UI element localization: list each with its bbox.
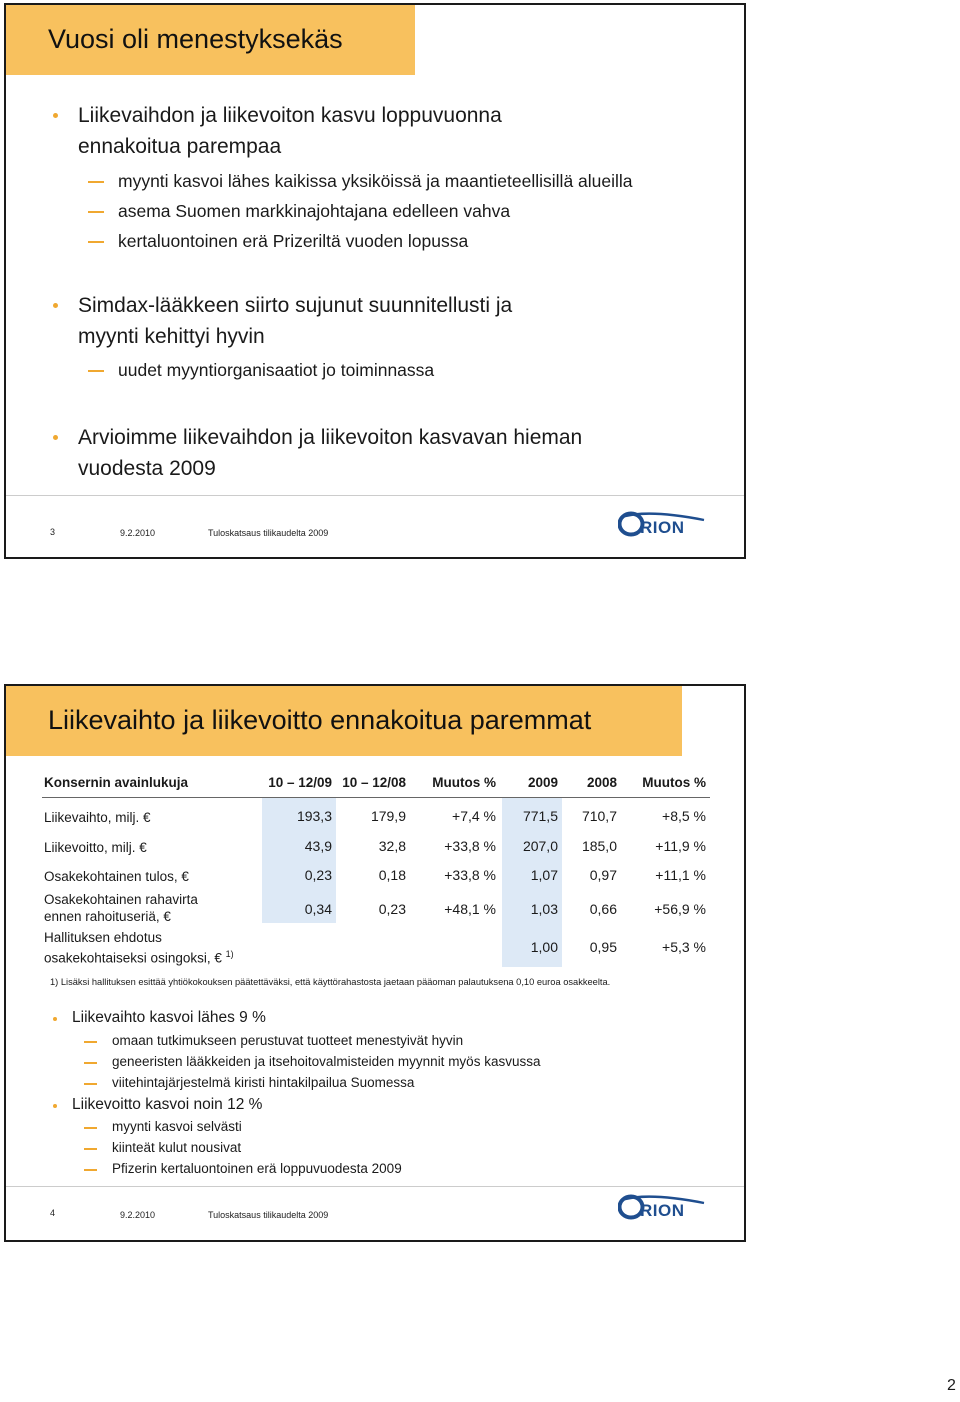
- sub-bullet-text: viitehintajärjestelmä kiristi hintakilpailua Suomessa: [112, 1075, 415, 1090]
- table-cell: +7,4 %: [452, 808, 496, 824]
- table-header: Muutos %: [432, 775, 496, 790]
- footer-divider: [6, 495, 744, 496]
- sub-bullet: [118, 359, 434, 381]
- table-cell: 193,3: [296, 808, 332, 824]
- row-label-text: osakekohtaiseksi osingoksi, €: [44, 950, 222, 966]
- bullet-2: [72, 1095, 262, 1115]
- slide-title: Vuosi oli menestyksekäs: [48, 24, 343, 54]
- bullet-dot-icon: [53, 303, 58, 308]
- table-cell: 0,97: [589, 867, 617, 883]
- title-bar: [6, 686, 682, 756]
- sub-bullet: [112, 1074, 414, 1092]
- table-cell: 0,23: [304, 867, 332, 883]
- svg-text:RION: RION: [640, 1201, 685, 1220]
- table-cell: +11,1 %: [655, 867, 706, 883]
- table-cell: 1,03: [530, 901, 558, 917]
- row-label-line: Osakekohtainen rahavirta: [44, 892, 198, 907]
- sub-bullet-text: myynti kasvoi selvästi: [112, 1119, 242, 1134]
- table-cell: +33,8 %: [444, 838, 496, 854]
- table-cell: 771,5: [522, 808, 558, 824]
- sub-bullet: [112, 1118, 242, 1136]
- bullet-2: [78, 290, 512, 352]
- table-cell: 179,9: [370, 808, 406, 824]
- sub-bullet: [112, 1139, 241, 1157]
- table-cell: +48,1 %: [444, 901, 496, 917]
- sub-bullet-text: myynti kasvoi lähes kaikissa yksiköissä ja maantieteellisillä alueilla: [118, 171, 633, 191]
- dash-icon: [88, 241, 104, 243]
- bullet-text-line: Simdax-lääkkeen siirto sujunut suunnitellusti ja: [78, 294, 513, 317]
- table-cell: 43,9: [304, 838, 332, 854]
- sub-bullet: [118, 200, 510, 222]
- row-label: Osakekohtainen tulos, €: [44, 869, 189, 884]
- footer-date: 9.2.2010: [120, 1210, 156, 1220]
- sub-bullet: [112, 1053, 540, 1071]
- table-cell: 1,00: [530, 939, 558, 955]
- svg-text:RION: RION: [640, 518, 685, 537]
- dash-icon: [84, 1083, 97, 1085]
- slide-4: [4, 684, 746, 1242]
- sub-bullet: [118, 230, 468, 252]
- dash-icon: [88, 370, 104, 372]
- dash-icon: [88, 211, 104, 213]
- sub-bullet: [118, 170, 633, 192]
- bullet-text-line: Liikevaihdon ja liikevoiton kasvu loppuvuonna: [78, 104, 502, 127]
- dash-icon: [84, 1062, 97, 1064]
- bullet-text: Liikevoitto kasvoi noin 12 %: [72, 1096, 263, 1113]
- bullet-text-line: ennakoitua parempaa: [78, 135, 282, 158]
- table-cell: 0,95: [589, 939, 617, 955]
- dash-icon: [84, 1127, 97, 1129]
- bullet-text-line: Arvioimme liikevaihdon ja liikevoiton kasvavan hieman: [78, 426, 583, 449]
- page-number: 2: [947, 1377, 956, 1394]
- footer-date: 9.2.2010: [120, 528, 156, 538]
- row-label: Liikevaihto, milj. €: [44, 810, 151, 825]
- sub-bullet-text: omaan tutkimukseen perustuvat tuotteet menestyivät hyvin: [112, 1033, 464, 1048]
- slide-number: 4: [50, 1208, 56, 1218]
- dash-icon: [84, 1148, 97, 1150]
- row-label-line: Hallituksen ehdotus: [44, 930, 162, 945]
- sub-bullet-text: geneeristen lääkkeiden ja itsehoitovalmisteiden myynnit myös kasvussa: [112, 1054, 541, 1069]
- orion-logo-icon: [618, 511, 706, 537]
- table-cell: +33,8 %: [444, 867, 496, 883]
- sub-bullet: [112, 1032, 463, 1050]
- table-cell: 0,34: [304, 901, 332, 917]
- bullet-text: Liikevaihto kasvoi lähes 9 %: [72, 1009, 266, 1026]
- sub-bullet: [112, 1160, 402, 1178]
- bullet-3: [78, 422, 582, 484]
- footer-caption: Tuloskatsaus tilikaudelta 2009: [208, 528, 329, 538]
- bullet-text-line: myynti kehittyi hyvin: [78, 325, 265, 348]
- table-cell: +56,9 %: [654, 901, 706, 917]
- table-cell: 32,8: [378, 838, 406, 854]
- table-footnote: 1) Lisäksi hallituksen esittää yhtiökokouksen päätettäväksi, että käyttörahastosta jaetaan pääoman palautuksena 0,10 euroa osakkeelta.: [50, 977, 611, 987]
- bullet-dot-icon: [53, 113, 58, 118]
- row-label-line: ennen rahoituseriä, €: [44, 909, 171, 924]
- table-header-rule: [42, 797, 710, 798]
- row-label-line: [44, 946, 234, 967]
- dash-icon: [88, 181, 104, 183]
- dash-icon: [84, 1041, 97, 1043]
- table-header: 2009: [527, 775, 558, 790]
- table-header: 10 – 12/08: [342, 775, 406, 790]
- footnote-marker: 1): [225, 949, 234, 959]
- bullet-dot-icon: [53, 435, 58, 440]
- row-label: [44, 929, 234, 967]
- table-cell: +5,3 %: [662, 939, 706, 955]
- dash-icon: [84, 1169, 97, 1171]
- footer-divider: [6, 1186, 744, 1187]
- title-bar: [6, 5, 415, 75]
- sub-bullet-text: kiinteät kulut nousivat: [112, 1140, 242, 1155]
- orion-logo-icon: [618, 1194, 706, 1220]
- table-cell: 0,23: [378, 901, 406, 917]
- table-cell: 0,66: [589, 901, 617, 917]
- table-cell: +8,5 %: [662, 808, 706, 824]
- sub-bullet-text: asema Suomen markkinajohtajana edelleen vahva: [118, 201, 511, 221]
- footer-caption: Tuloskatsaus tilikaudelta 2009: [208, 1210, 329, 1220]
- table-cell: 0,18: [378, 867, 406, 883]
- table-cell: +11,9 %: [655, 838, 706, 854]
- table-cell: 185,0: [581, 838, 617, 854]
- bullet-text-line: vuodesta 2009: [78, 457, 216, 480]
- bullet-1: [78, 100, 502, 162]
- sub-bullet-text: uudet myyntiorganisaatiot jo toiminnassa: [118, 360, 435, 380]
- table-header: Muutos %: [642, 775, 706, 790]
- table-header: Konsernin avainlukuja: [44, 775, 189, 790]
- bullet-1: [72, 1008, 266, 1028]
- table-header: 10 – 12/09: [268, 775, 332, 790]
- bullet-dot-icon: [53, 1104, 57, 1108]
- table-cell: 710,7: [581, 808, 617, 824]
- table-cell: 207,0: [522, 838, 558, 854]
- slide-number: 3: [50, 527, 56, 537]
- table-header: 2008: [586, 775, 617, 790]
- sub-bullet-text: kertaluontoinen erä Prizeriltä vuoden lopussa: [118, 231, 469, 251]
- table-cell: 1,07: [530, 867, 558, 883]
- slide-title: Liikevaihto ja liikevoitto ennakoitua paremmat: [48, 705, 592, 735]
- bullet-dot-icon: [53, 1017, 57, 1021]
- sub-bullet-text: Pfizerin kertaluontoinen erä loppuvuodesta 2009: [112, 1161, 402, 1176]
- row-label: [44, 891, 198, 925]
- slide-3: [4, 3, 746, 559]
- row-label: Liikevoitto, milj. €: [44, 840, 147, 855]
